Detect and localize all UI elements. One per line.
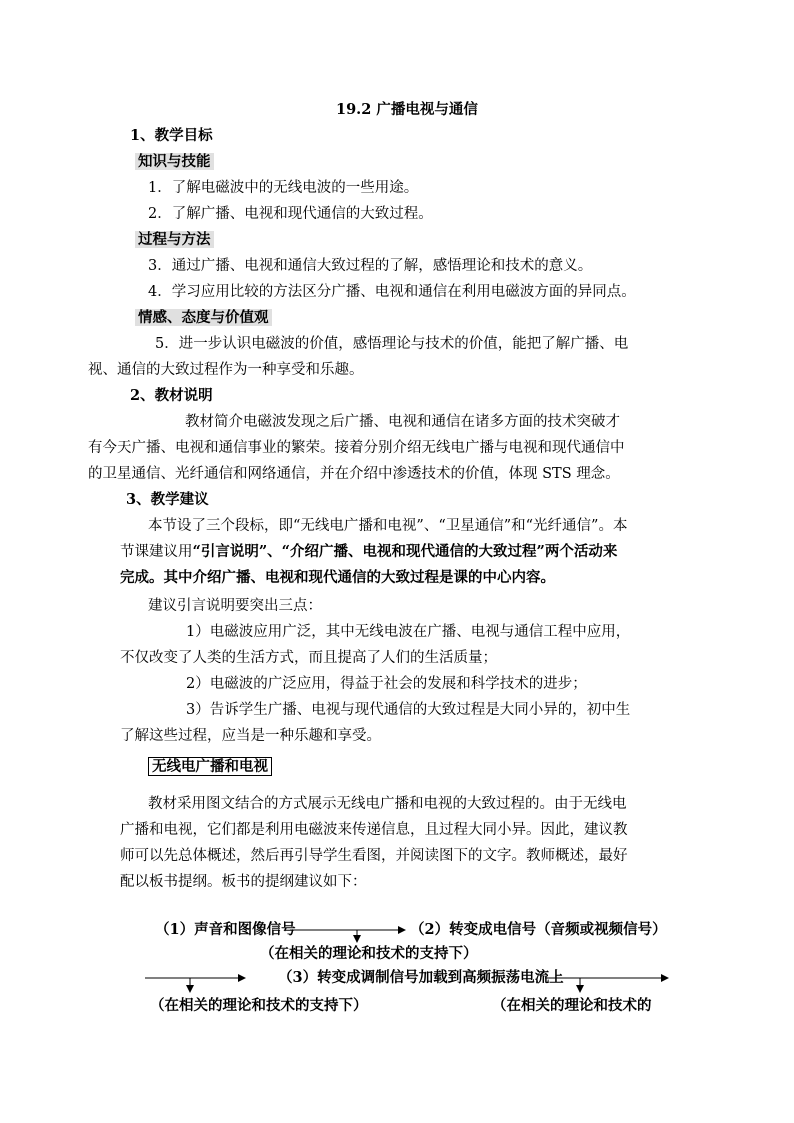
page-title: 19.2 广播电视与通信	[336, 101, 478, 118]
flow-step-1: （1）声音和图像信号	[155, 921, 296, 938]
textbook-para-line3: 的卫星通信、光纤通信和网络通信，并在介绍中渗透技术的价值，体现 STS 理念。	[88, 466, 620, 482]
suggest-para-line3: 完成。其中介绍广播、电视和现代通信的大致过程是课的中心内容。	[120, 569, 555, 586]
flow-support-2: （在相关的理论和技术的支持下）	[150, 997, 368, 1014]
radio-para-line2: 广播和电视，它们都是利用电磁波来传递信息，且过程大同小异。因此，建议教	[120, 822, 628, 838]
radio-para-line3: 师可以先总体概述，然后再引导学生看图，并阅读图下的文字。教师概述，最好	[120, 848, 628, 864]
textbook-para-line1: 教材简介电磁波发现之后广播、电视和通信在诸多方面的技术突破才	[185, 414, 620, 430]
point-3-line2: 了解这些过程，应当是一种乐趣和享受。	[120, 728, 381, 744]
goal-item-4: 4．学习应用比较的方法区分广播、电视和通信在利用电磁波方面的异同点。	[148, 284, 636, 300]
suggest-para-line1: 本节设了三个段标，即“无线电广播和电视”、“卫星通信”和“光纤通信”。本	[148, 518, 628, 534]
textbook-para-line2: 有今天广播、电视和通信事业的繁荣。接着分别介绍无线电广播与电视和现代通信中	[88, 440, 625, 456]
point-1-line2: 不仅改变了人类的生活方式，而且提高了人们的生活质量；	[120, 650, 497, 666]
point-2: 2）电磁波的广泛应用，得益于社会的发展和科学技术的进步；	[186, 676, 587, 692]
emotion-values-heading: 情感、态度与价值观	[135, 308, 272, 328]
goal-item-5-line1: 5．进一步认识电磁波的价值，感悟理论与技术的价值，能把了解广播、电	[155, 336, 629, 352]
section-3-heading: 3、教学建议	[126, 491, 209, 508]
point-3-line1: 3）告诉学生广播、电视与现代通信的大致过程是大同小异的，初中生	[186, 702, 631, 718]
goal-item-2: 2．了解广播、电视和现代通信的大致过程。	[148, 206, 433, 222]
suggest-para-line2: 节课建议用“引言说明”、“介绍广播、电视和现代通信的大致过程”两个活动来	[120, 543, 618, 560]
radio-tv-heading: 无线电广播和电视	[148, 757, 272, 777]
knowledge-skills-heading: 知识与技能	[135, 152, 214, 172]
suggest-intro-line: 建议引言说明要突出三点：	[148, 598, 322, 614]
goal-item-5-line2: 视、通信的大致过程作为一种享受和乐趣。	[88, 362, 364, 378]
flow-support-3: （在相关的理论和技术的	[492, 997, 652, 1014]
point-1-line1: 1）电磁波应用广泛，其中无线电波在广播、电视与通信工程中应用，	[186, 624, 631, 640]
radio-para-line1: 教材采用图文结合的方式展示无线电广播和电视的大致过程的。由于无线电	[148, 796, 627, 812]
goal-item-3: 3．通过广播、电视和通信大致过程的了解，感悟理论和技术的意义。	[148, 258, 593, 274]
section-1-heading: 1、教学目标	[130, 127, 213, 144]
goal-item-1: 1．了解电磁波中的无线电波的一些用途。	[148, 180, 419, 196]
process-methods-heading: 过程与方法	[135, 230, 214, 250]
radio-para-line4: 配以板书提纲。板书的提纲建议如下：	[120, 874, 367, 890]
section-2-heading: 2、教材说明	[130, 387, 213, 404]
flow-step-3: （3）转变成调制信号加载到高频振荡电流上	[278, 969, 564, 986]
flow-support-1: （在相关的理论和技术的支持下）	[260, 945, 478, 962]
flow-step-2: （2）转变成电信号（音频或视频信号）	[410, 921, 667, 938]
